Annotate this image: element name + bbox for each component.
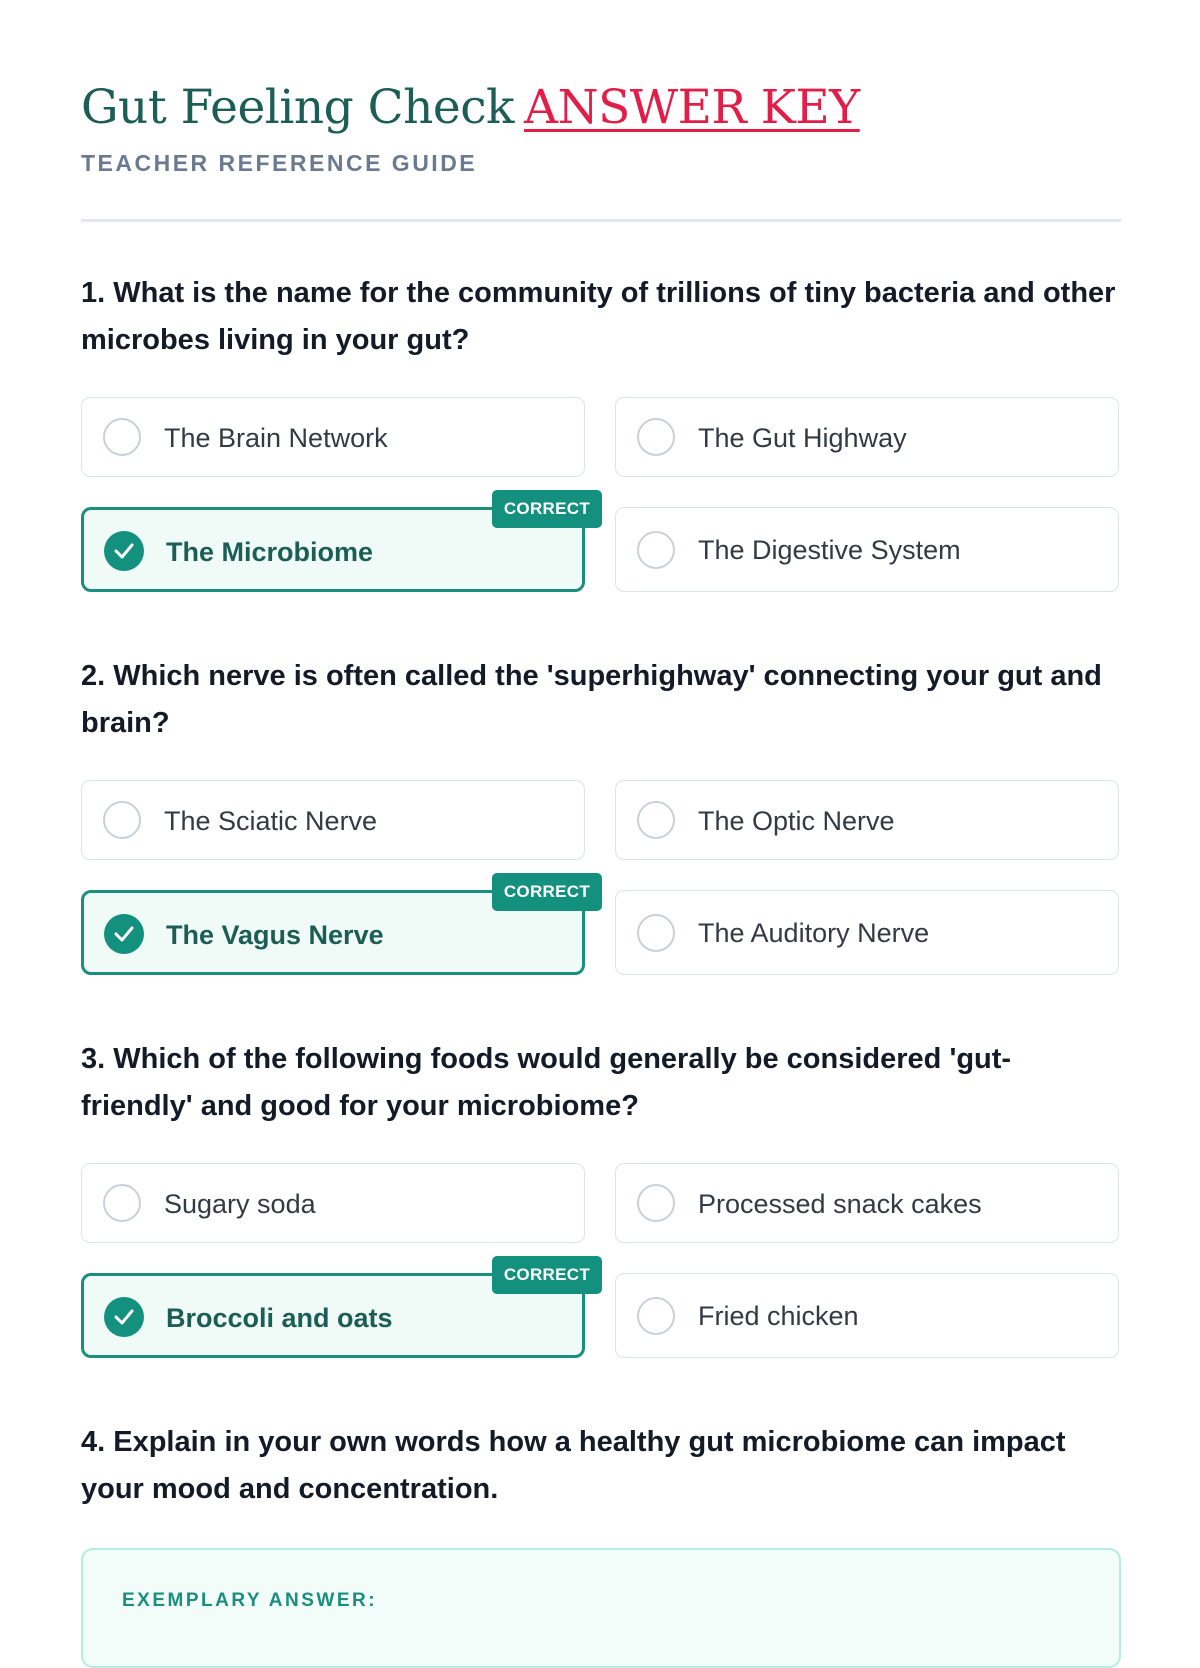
question-text: 1. What is the name for the community of trillions of tiny bacteria and other microbes living in your gut? <box>81 277 1116 356</box>
option[interactable] <box>615 397 1119 477</box>
correct-badge: CORRECT <box>492 873 602 911</box>
radio-unchecked-icon <box>637 1184 675 1222</box>
exemplary-answer-label: EXEMPLARY ANSWER: <box>122 1590 378 1611</box>
options-grid <box>81 397 1121 593</box>
option-label: The Brain Network <box>164 423 388 453</box>
option[interactable] <box>81 397 585 477</box>
option-label: The Vagus Nerve <box>166 920 384 950</box>
option[interactable] <box>81 1163 585 1243</box>
question-2 <box>81 653 1121 976</box>
question-1 <box>81 270 1121 593</box>
option-label: The Optic Nerve <box>698 806 895 836</box>
option-correct[interactable] <box>81 1265 590 1358</box>
correct-badge: CORRECT <box>492 490 602 528</box>
radio-unchecked-icon <box>103 418 141 456</box>
answer-key-label: ANSWER KEY <box>524 80 860 135</box>
option-label: Processed snack cakes <box>698 1189 982 1219</box>
option-correct[interactable] <box>81 499 590 592</box>
radio-unchecked-icon <box>637 531 675 569</box>
radio-unchecked-icon <box>103 1184 141 1222</box>
option[interactable] <box>615 890 1119 975</box>
header-divider <box>81 219 1121 222</box>
exemplary-answer-box <box>81 1548 1121 1668</box>
option[interactable] <box>615 780 1119 860</box>
option-label: The Sciatic Nerve <box>164 806 378 836</box>
option-label: The Digestive System <box>698 535 961 565</box>
question-text: 4. Explain in your own words how a healthy gut microbiome can impact your mood and concentration. <box>81 1426 1066 1505</box>
option[interactable] <box>615 507 1119 592</box>
question-3 <box>81 1036 1121 1359</box>
radio-unchecked-icon <box>637 801 675 839</box>
radio-unchecked-icon <box>637 418 675 456</box>
options-grid <box>81 1163 1121 1359</box>
option[interactable] <box>615 1163 1119 1243</box>
option-correct[interactable] <box>81 882 590 975</box>
radio-unchecked-icon <box>103 801 141 839</box>
option-label: The Microbiome <box>166 537 374 567</box>
option-label: Sugary soda <box>164 1189 316 1219</box>
option-label: Fried chicken <box>698 1301 859 1331</box>
radio-unchecked-icon <box>637 1297 675 1335</box>
option-label: Broccoli and oats <box>166 1303 393 1333</box>
option-label: The Auditory Nerve <box>698 918 930 948</box>
question-text: 2. Which nerve is often called the 'superhighway' connecting your gut and brain? <box>81 660 1102 739</box>
option[interactable] <box>615 1273 1119 1358</box>
page-title: Gut Feeling Check <box>81 80 515 135</box>
check-circle-icon <box>104 914 144 954</box>
title-row <box>81 80 860 135</box>
check-circle-icon <box>104 1297 144 1337</box>
radio-unchecked-icon <box>637 914 675 952</box>
question-4 <box>81 1419 1121 1513</box>
question-text: 3. Which of the following foods would generally be considered 'gut-friendly' and good for your microbiome? <box>81 1043 1012 1122</box>
page-subtitle: TEACHER REFERENCE GUIDE <box>81 150 478 176</box>
options-grid <box>81 780 1121 976</box>
correct-badge: CORRECT <box>492 1256 602 1294</box>
check-circle-icon <box>104 531 144 571</box>
option-label: The Gut Highway <box>698 423 907 453</box>
option[interactable] <box>81 780 585 860</box>
